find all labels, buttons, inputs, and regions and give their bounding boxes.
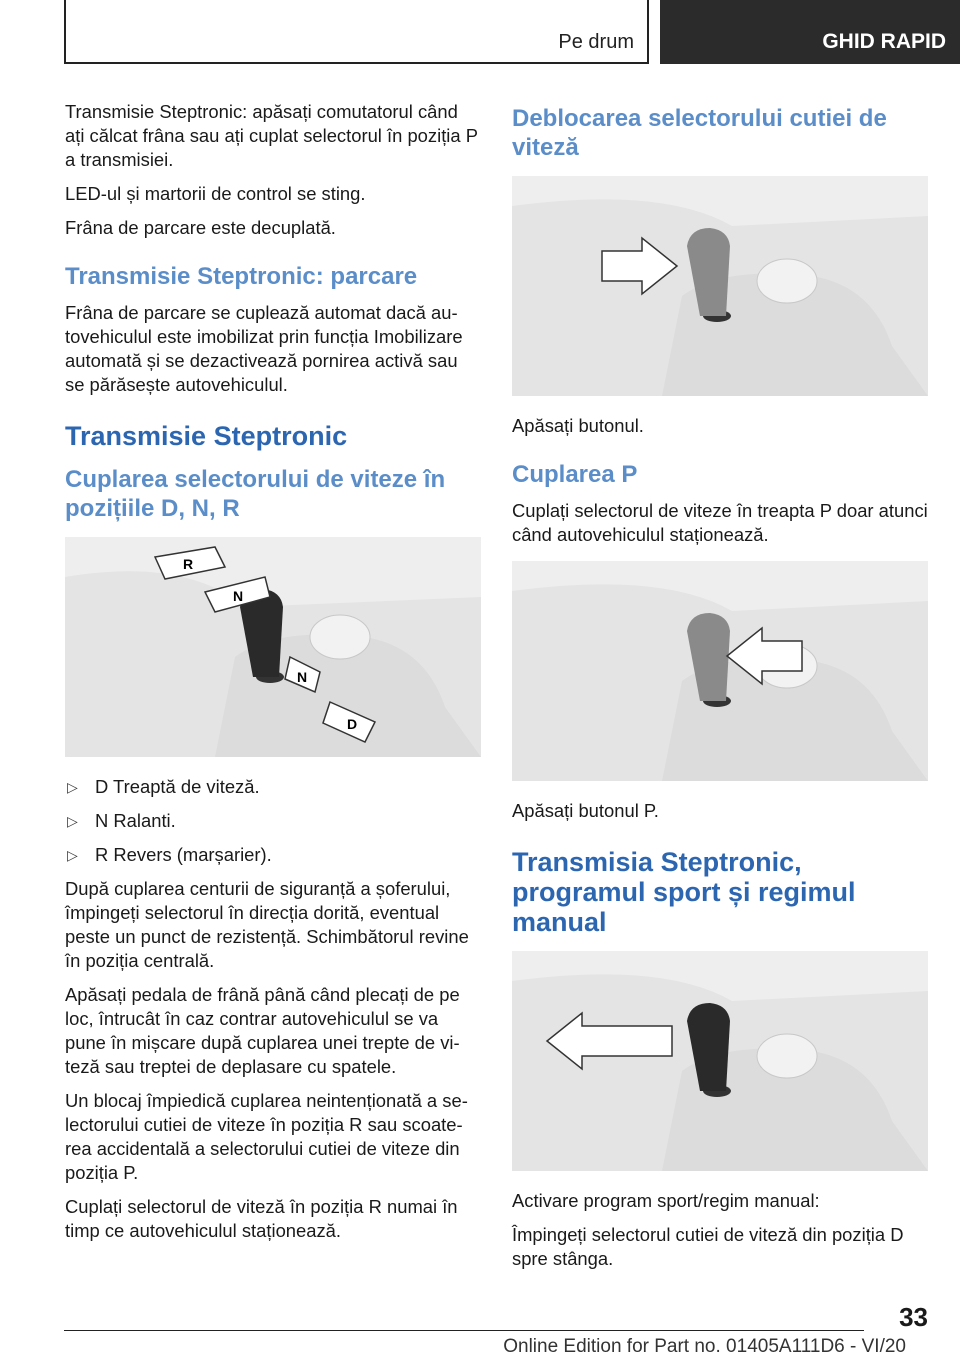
label-r: R [183, 556, 194, 572]
heading-deblocare: Deblocarea selectorului cutiei de viteză [512, 105, 887, 161]
paragraph: Apăsați pedala de frână până când plecați de pe loc, întrucât în caz contrar autovehiculul se va pune în mișcare după cuplarea unei trepte de viteză sau treptei de deplasare cu spatele. [65, 984, 460, 1077]
label-n-upper: N [233, 588, 244, 604]
paragraph: Transmisie Steptronic: apăsați comutatorul când ați călcat frâna sau ați cuplat selectorul în poziția P a transmisiei. [65, 101, 478, 170]
header-title-box [660, 0, 960, 64]
footer-edition: Online Edition for Part no. 01405A111D6 - VI/20 [503, 1336, 906, 1357]
list-item: ▷ D Treaptă de viteză. [67, 776, 260, 797]
unlock-button-image [512, 176, 928, 396]
left-column [65, 100, 481, 1253]
sport-mode-image [512, 951, 928, 1171]
paragraph: Cuplați selectorul de viteze în treapta P doar atunci când autovehiculul staționează. [512, 500, 928, 545]
paragraph: LED-ul și martorii de control se sting. [65, 183, 366, 204]
caption: Activare program sport/regim manual: [512, 1190, 820, 1211]
heading-cuplare-p: Cuplarea P [512, 461, 638, 488]
triangle-bullet-icon: ▷ [67, 813, 78, 829]
caption: Apăsați butonul P. [512, 800, 659, 821]
header-title: GHID RAPID [822, 30, 946, 53]
label-n-lower: N [297, 669, 308, 685]
header-section: Pe drum [558, 31, 634, 53]
list-item: ▷ R Revers (marșarier). [67, 844, 272, 865]
paragraph: Împingeți selectorul cutiei de viteză din poziția D spre stânga. [512, 1224, 904, 1269]
paragraph: După cuplarea centurii de siguranță a șoferului, împingeți selectorul în direcția dorită, eventual peste un punct de rezistență. Schimbătorul revine în poziția centrală. [65, 878, 469, 971]
gear-selector-drn-image [65, 537, 481, 757]
footer-divider [64, 1330, 864, 1331]
label-d: D [347, 716, 358, 732]
list-item: ▷ N Ralanti. [67, 810, 176, 831]
paragraph: Frâna de parcare este decuplată. [65, 217, 336, 238]
heading-cuplare-drn: Cuplarea selectorului de viteze în pozițiile D, N, R [65, 466, 446, 522]
park-button-image [512, 561, 928, 781]
right-column [512, 100, 928, 1281]
triangle-bullet-icon: ▷ [67, 779, 78, 795]
paragraph: Un blocaj împiedică cuplarea neintenționată a selectorului cutiei de viteze în poziția R sau scoaterea accidentală a selectorului cutiei de viteze din poziția P. [65, 1090, 468, 1183]
paragraph: Frâna de parcare se cuplează automat dacă autovehiculul este imobilizat prin funcția Imobilizare automată și se dezactivează pornirea activă sau se părăsește autovehiculul. [65, 302, 463, 395]
gear-list [65, 775, 481, 867]
heading-sport: Transmisia Steptronic, programul sport și regimul manual [512, 847, 856, 937]
heading-parcare: Transmisie Steptronic: parcare [65, 263, 418, 290]
heading-steptronic: Transmisie Steptronic [65, 421, 348, 451]
paragraph: Cuplați selectorul de viteză în poziția R numai în timp ce autovehiculul staționează. [65, 1196, 458, 1241]
caption: Apăsați butonul. [512, 415, 644, 436]
triangle-bullet-icon: ▷ [67, 847, 78, 863]
page-number: 33 [899, 1302, 928, 1332]
